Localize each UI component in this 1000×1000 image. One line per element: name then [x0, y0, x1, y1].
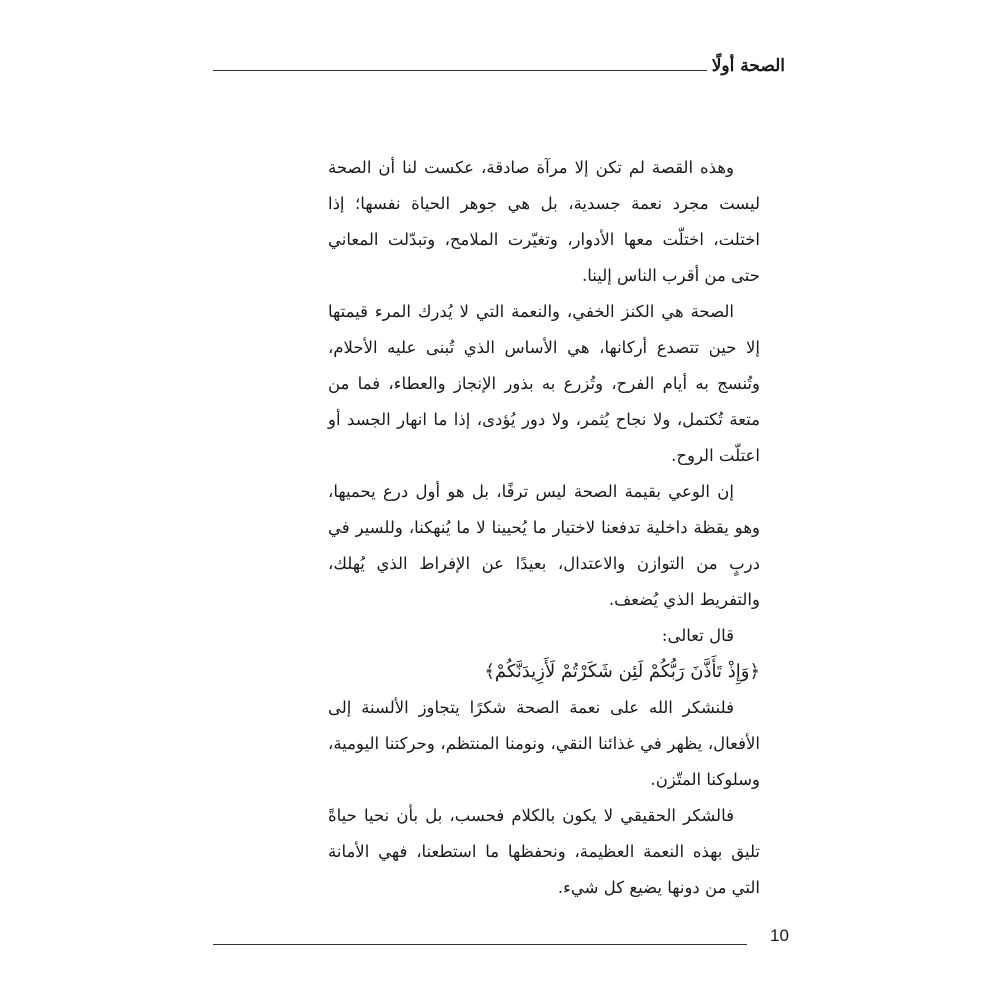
page-number: 10: [770, 926, 789, 945]
page-body: [328, 150, 760, 906]
paragraph: فلنشكر الله على نعمة الصحة شكرًا يتجاوز الألسنة إلى الأفعال، يظهر في غذائنا النقي، ونومنا المنتظم، وحركتنا اليومية، وسلوكنا المتّزن.: [328, 698, 760, 789]
paragraph: الصحة هي الكنز الخفي، والنعمة التي لا يُدرك المرء قيمتها إلا حين تتصدع أركانها، هي الأساس الذي تُبنى عليه الأحلام، وتُنسج به أيام الفرح، وتُزرع به بذور الإنجاز والعطاء، فما من متعة تُكتمل، ولا نجاح يُثمر، ولا دور يُؤدى، إذا ما انهار الجسد أو اعتلّت الروح.: [328, 302, 760, 465]
quran-verse: ﴿وَإِذْ تَأَذَّنَ رَبُّكُمْ لَئِن شَكَرْتُمْ لَأَزِيدَنَّكُمْ﴾: [484, 661, 760, 682]
paragraph: فالشكر الحقيقي لا يكون بالكلام فحسب، بل بأن نحيا حياةً تليق بهذه النعمة العظيمة، ونحفظها ما استطعنا، فهي الأمانة التي من دونها يضيع كل شيء.: [328, 806, 760, 897]
paragraph: وهذه القصة لم تكن إلا مرآة صادقة، عكست لنا أن الصحة ليست مجرد نعمة جسدية، بل هي جوهر الحياة نفسها؛ إذا اختلت، اختلّت معها الأدوار، وتغيّرت الملامح، وتبدّلت المعاني حتى من أقرب الناس إلينا.: [328, 158, 760, 285]
paragraph: إن الوعي بقيمة الصحة ليس ترفًا، بل هو أول درع يحميها، وهو يقظة داخلية تدفعنا لاختيار ما يُحيينا لا ما يُنهكنا، وللسير في دربٍ من التوازن والاعتدال، بعيدًا عن الإفراط الذي يُهلك، والتفريط الذي يُضعف.: [328, 482, 760, 609]
footer-rule: [213, 944, 747, 945]
verse-intro: قال تعالى:: [661, 626, 734, 645]
running-header-title: الصحة أولًا: [711, 56, 785, 76]
header-rule: [213, 70, 707, 71]
